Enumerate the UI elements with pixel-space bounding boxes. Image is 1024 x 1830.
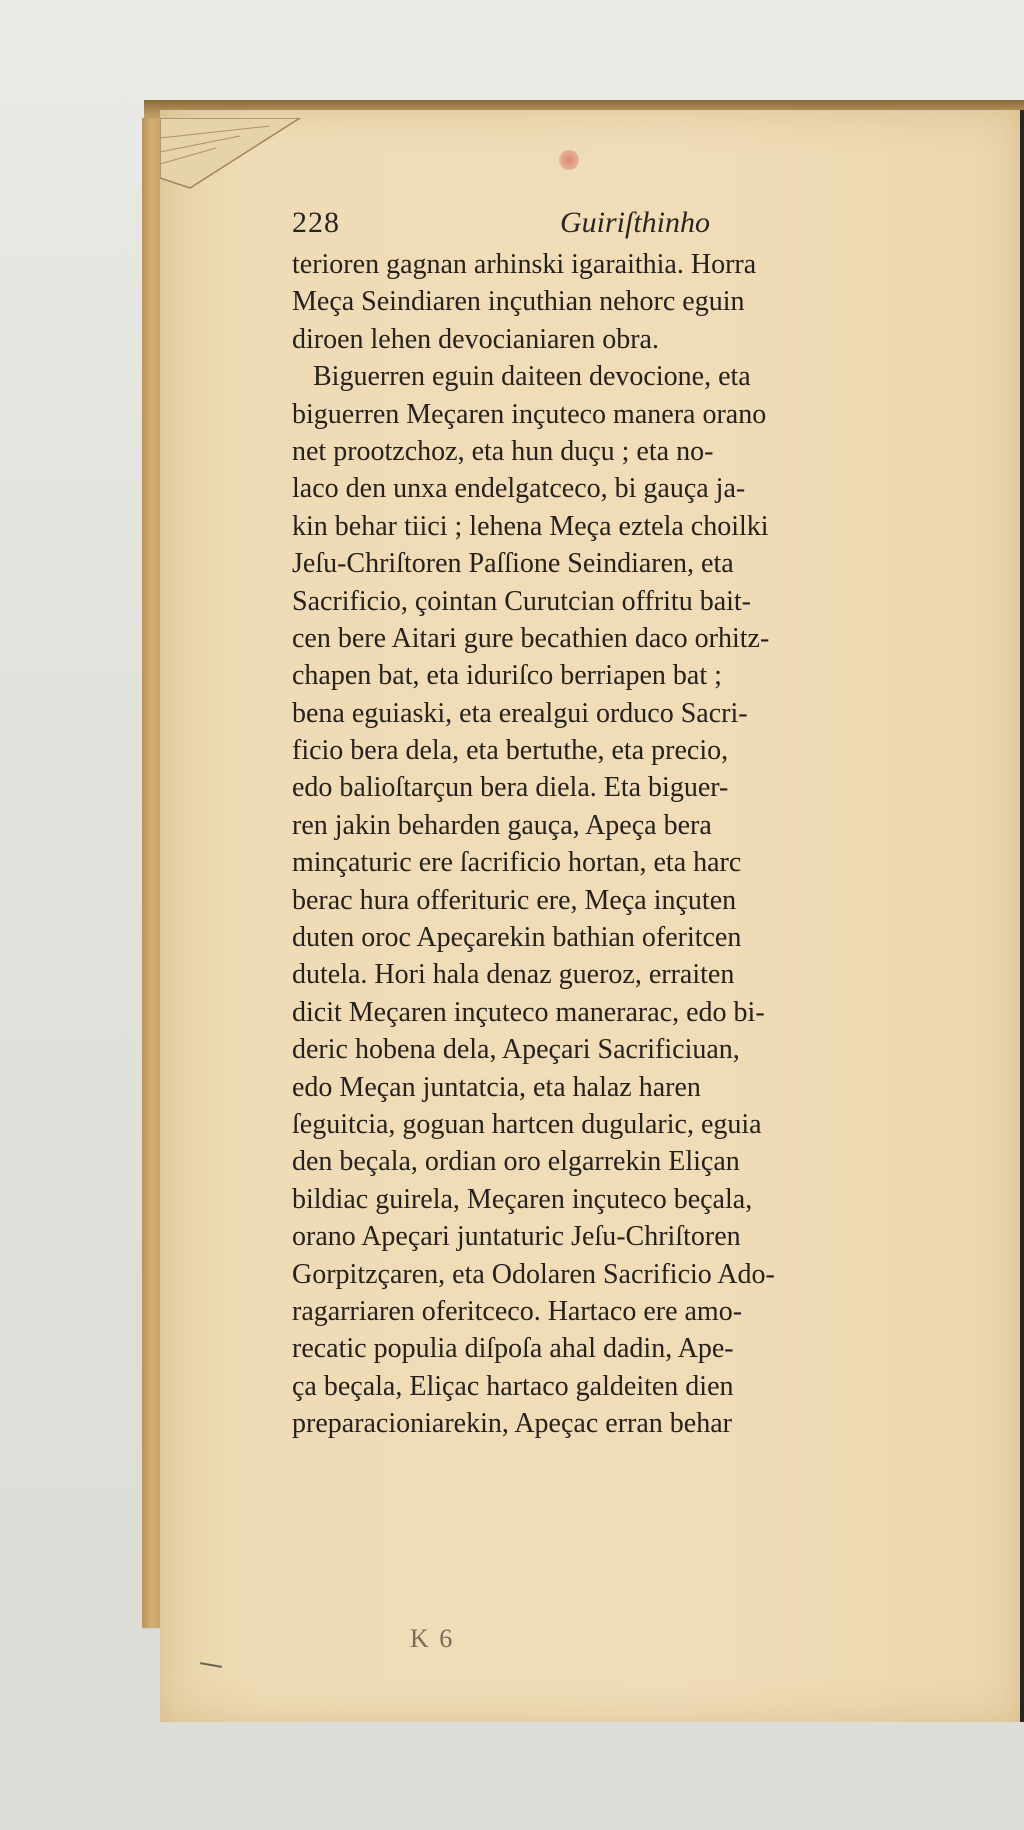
signature-mark: K 6 — [410, 1624, 455, 1653]
text-line: deric hobena dela, Apeçari Sacrificiuan, — [292, 1034, 740, 1066]
text-line: chapen bat, eta iduriſco berriapen bat ; — [292, 660, 722, 692]
text-line: edo Meçan juntatcia, eta halaz haren — [292, 1071, 701, 1103]
text-line: recatic populia diſpoſa ahal dadin, Ape- — [292, 1333, 734, 1365]
running-head: Guiriſthinho — [560, 206, 711, 239]
text-line: duten oroc Apeçarekin bathian oferitcen — [292, 922, 742, 954]
text-line: preparacioniarekin, Apeçac erran behar — [292, 1408, 732, 1440]
text-line: net prootzchoz, eta hun duçu ; eta no- — [292, 435, 714, 467]
text-line: bena eguiaski, eta erealgui orduco Sacri- — [292, 697, 748, 729]
text-line: orano Apeçari juntaturic Jeſu-Chriſtoren — [292, 1221, 741, 1253]
text-line: Jeſu-Chriſtoren Paſſione Seindiaren, eta — [292, 548, 734, 580]
text-line: den beçala, ordian oro elgarrekin Eliçan — [292, 1146, 740, 1178]
text-line: Sacrificio, çointan Curutcian offritu bait- — [292, 585, 752, 617]
page-number: 228 — [292, 206, 340, 239]
page-header — [292, 206, 992, 246]
book-spine-edge — [142, 118, 162, 1628]
text-line: berac hura offerituric ere, Meça inçuten — [292, 884, 737, 916]
text-line: laco den unxa endelgatceco, bi gauça ja- — [292, 473, 746, 505]
text-line: Meça Seindiaren inçuthian nehorc eguin — [292, 286, 745, 318]
folded-corner-icon — [160, 118, 310, 198]
text-line: dicit Meçaren inçuteco manerarac, edo bi- — [292, 996, 765, 1028]
paper-stain — [559, 150, 579, 170]
text-line: minçaturic ere ſacrificio hortan, eta harc — [292, 847, 742, 879]
text-line: ragarriaren oferitceco. Hartaco ere amo- — [292, 1295, 743, 1327]
text-line: bildiac guirela, Meçaren inçuteco beçala, — [292, 1183, 753, 1215]
text-line: Gorpitzçaren, eta Odolaren Sacrificio Ado- — [292, 1258, 775, 1290]
text-line: Biguerren eguin daiteen devocione, eta — [292, 361, 751, 393]
text-line: cen bere Aitari gure becathien daco orhitz- — [292, 622, 770, 654]
text-line: biguerren Meçaren inçuteco manera orano — [292, 398, 767, 430]
text-line: ça beçala, Eliçac hartaco galdeiten dien — [292, 1370, 734, 1402]
text-line: terioren gagnan arhinski igaraithia. Horra — [292, 249, 757, 280]
text-line: kin behar tiici ; lehena Meça eztela choilki — [292, 510, 769, 542]
text-line: diroen lehen devocianiaren obra. — [292, 323, 659, 355]
text-line: dutela. Hori hala denaz gueroz, erraiten — [292, 959, 735, 991]
text-line: ſeguitcia, goguan hartcen dugularic, eguia — [292, 1108, 762, 1140]
text-line: edo balioſtarçun bera diela. Eta biguer- — [292, 772, 729, 804]
body-text — [292, 246, 982, 1443]
text-line: ren jakin beharden gauça, Apeça bera — [292, 809, 712, 841]
text-line: ficio bera dela, eta bertuthe, eta precio, — [292, 735, 729, 767]
